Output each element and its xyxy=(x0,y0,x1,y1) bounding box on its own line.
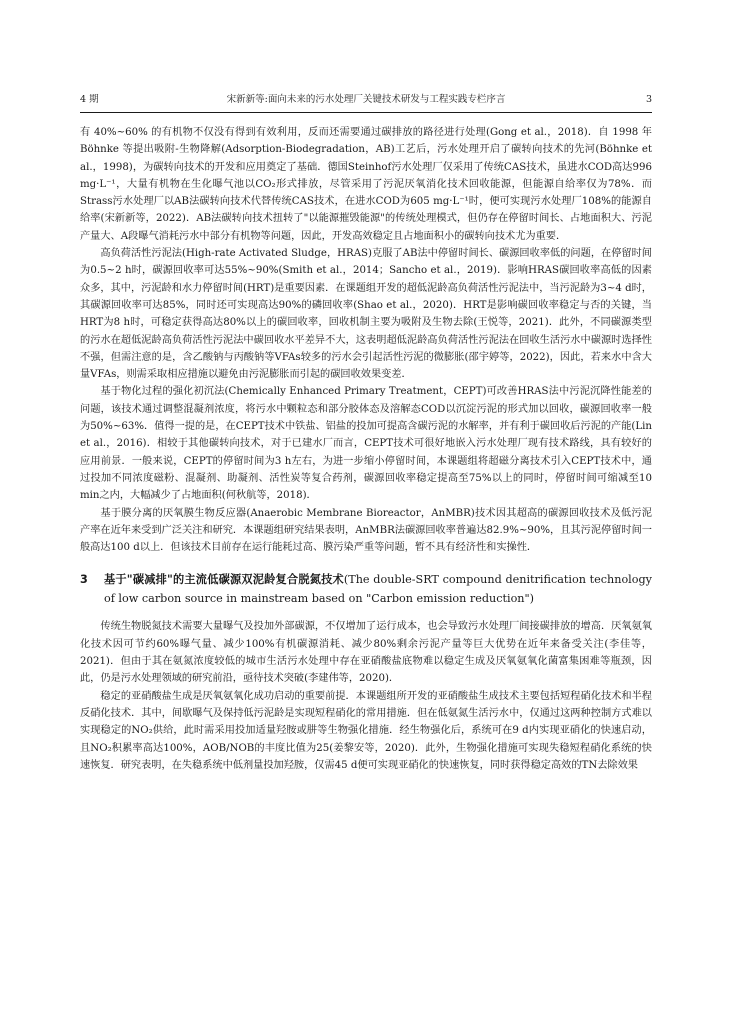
issue-label: 4 期 xyxy=(80,94,99,105)
paragraph: 有 40%~60% 的有机物不仅没有得到有效利用，反而还需要通过碳排放的路径进行处理(Gong et al.，2018)．自 1998 年 Böhnke 等提出吸附-生物降解(Adsorption-Biodegradation，AB)工艺后，污水处理开启了碳转向技术的先河(Böhnke et al.，1998)，为碳转向技术的开发和应用奠定了基础．德国Steinhof污水处理厂仅采用了传统CAS技术，虽进水COD高达996 mg·L⁻¹，大量有机物在生化曝气池以CO₂形式排放，尽管采用了污泥厌氧消化技术回收能源，但能源自给率仅为78%．而Strass污水处理厂以AB法碳转向技术代替传统CAS技术，在进水COD为605 mg·L⁻¹时，便可实现污水处理厂108%的能源自给率(宋新新等，2022)．AB法碳转向技术扭转了"以能源摧毁能源"的传统处理模式，但仍存在停留时间长、占地面积大、污泥产量大、A段曝气消耗污水中部分有机物等问题，因此，开发高效稳定且占地面积小的碳转向技术尤为重要． xyxy=(80,127,652,242)
paragraph: 高负荷活性污泥法(High-rate Activated Sludge，HRAS)克服了AB法中停留时间长、碳源回收率低的问题，在停留时间为0.5~2 h时，碳源回收率可达55%~90%(Smith et al.，2014；Sancho et al.，2019)．影响HRAS碳回收率高低的因素众多，其中，污泥龄和水力停留时间(HRT)是重要因素．在课题组开发的超低泥龄高负荷活性污泥法中，当污泥龄为3~4 d时，其碳源回收率可达85%，同时还可实现高达90%的磷回收率(Shao et al.，2020)．HRT是影响碳回收率稳定与否的关键，当HRT为8 h时，可稳定获得高达80%以上的碳回收率，回收机制主要为吸附及生物去除(王悦等，2021)．此外，不同碳源类型的污水在超低泥龄高负荷活性污泥法中碳回收水平差异不大，这表明超低泥龄高负荷活性污泥法在回收生活污水中碳源时选择性不强，但需注意的是，含乙酸钠与丙酸钠等VFAs较多的污水会引起活性污泥的微膨胀(邵宇婷等，2022)，因此，若来水中含大量VFAs，则需采取相应措施以避免由污泥膨胀而引起的碳回收效果变差． xyxy=(80,248,652,381)
section-title-cn: 基于"碳减排"的主流低碳源双泥龄复合脱氮技术 xyxy=(104,573,344,587)
paragraph: 传统生物脱氮技术需要大量曝气及投加外部碳源，不仅增加了运行成本，也会导致污水处理厂间接碳排放的增高．厌氧氨氧化技术因可节约60%曝气量、减少100%有机碳源消耗、减少80%剩余污泥产量等巨大优势在近年来备受关注(李佳等，2021)．但由于其在氨氮浓度较低的城市生活污水处理中存在亚硝酸盐底物难以稳定生成及厌氧氨氧化菌富集困难等瓶颈，因此，仍是污水处理领域的研究前沿，亟待技术突破(李建伟等，2020)． xyxy=(80,621,652,685)
page-number: 3 xyxy=(645,94,652,105)
article-body xyxy=(80,124,652,774)
paragraph: 稳定的亚硝酸盐生成是厌氧氨氧化成功启动的重要前提．本课题组所开发的亚硝酸盐生成技术主要包括短程硝化技术和半程反硝化技术．其中，间歇曝气及保持低污泥龄是实现短程硝化的常用措施．但在低氨氮生活污水中，仅通过这两种控制方式难以实现稳定的NO₂供给，此时需采用投加适量羟胺或肼等生物强化措施．经生物强化后，系统可在9 d内实现亚硝化的快速启动，且NO₂积累率高达100%，AOB/NOB的丰度比值为25(姜黎安等，2020)．此外，生物强化措施可实现失稳短程硝化系统的快速恢复．研究表明，在失稳系统中低剂量投加羟胺，仅需45 d便可实现亚硝化的快速恢复，同时获得稳定高效的TN去除效果 xyxy=(80,690,652,771)
paragraph: 基于物化过程的强化初沉法(Chemically Enhanced Primary Treatment，CEPT)可改善HRAS法中污泥沉降性能差的问题，该技术通过调整混凝剂浓度，将污水中颗粒态和部分胶体态及溶解态COD以沉淀污泥的形式加以回收，碳源回收率一般为50%~63%．值得一提的是，在CEPT技术中铁盐、铝盐的投加可提高含碳污泥的水解率，并有利于碳回收后污泥的产能(Lin et al.，2016)．相较于其他碳转向技术，对于已建水厂而言，CEPT技术可很好地嵌入污水处理厂现有技术路线，具有较好的应用前景．一般来说，CEPT的停留时间为3 h左右，为进一步缩小停留时间，本课题组将超磁分离技术引入CEPT技术中，通过投加不同浓度磁粉、混凝剂、助凝剂、活性炭等复合药剂，碳源回收率稳定提高至75%以上的同时，停留时间可缩减至10 min之内，大幅减少了占地面积(何秋航等，2018)． xyxy=(80,386,652,502)
running-header xyxy=(80,92,652,108)
section-number: 3 xyxy=(80,573,88,587)
running-title: 宋新新等:面向未来的污水处理厂关键技术研发与工程实践专栏序言 xyxy=(226,94,506,105)
section-title-en: (The double-SRT compound denitrification technology of low carbon source in mainstream based on "Carbon emission reduction") xyxy=(104,573,652,606)
section-heading xyxy=(80,570,652,608)
header-rule xyxy=(80,112,652,113)
paragraph: 基于膜分离的厌氧膜生物反应器(Anaerobic Membrane Bioreactor，AnMBR)技术因其超高的碳源回收技术及低污泥产率在近年来受到广泛关注和研究．本课题组研究结果表明，AnMBR法碳源回收率普遍达82.9%~90%，且其污泥停留时间一般高达100 d以上．但该技术目前存在运行能耗过高、膜污染严重等问题，暂不具有经济性和实操性． xyxy=(80,507,652,554)
